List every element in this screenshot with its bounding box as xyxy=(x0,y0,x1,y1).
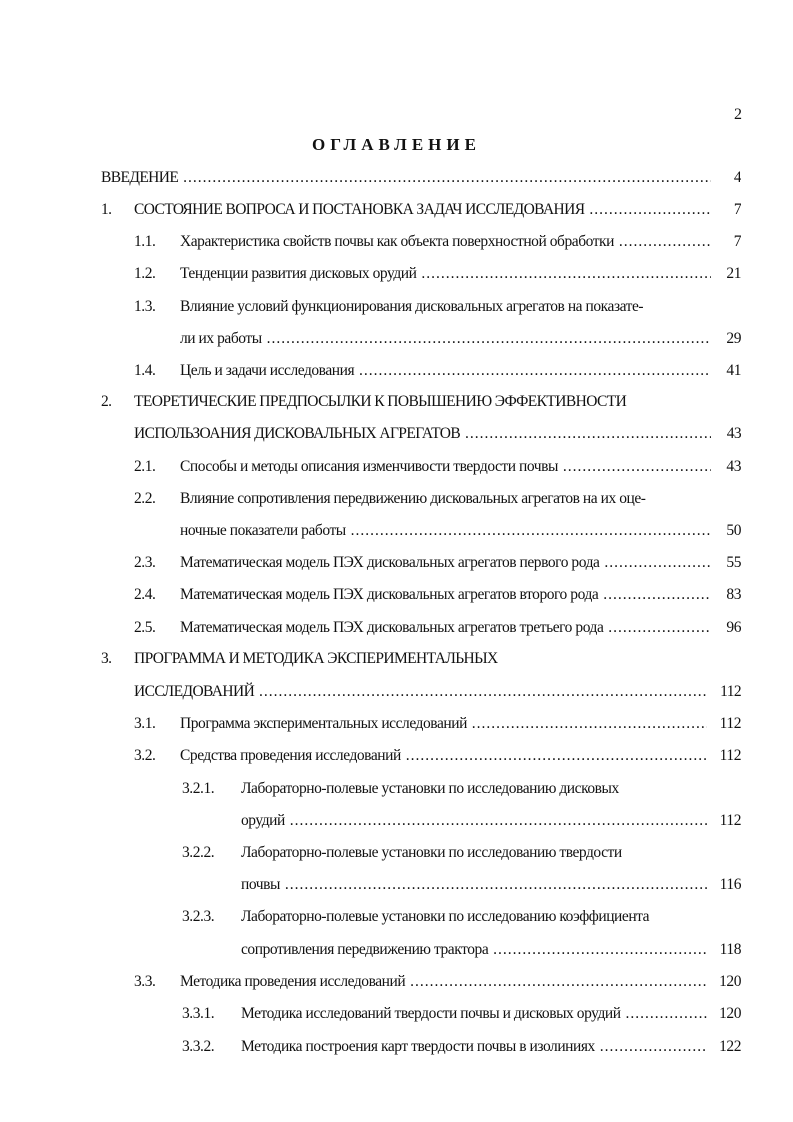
toc-entry-number: 1.2. xyxy=(134,265,156,282)
toc-entry-chapter-1[interactable] xyxy=(101,198,741,222)
page-title: ОГЛАВЛЕНИЕ xyxy=(312,135,481,154)
toc-entry-page: 43 xyxy=(726,425,741,442)
page-number: 2 xyxy=(734,106,742,123)
toc-entry-number: 3.3. xyxy=(134,973,156,990)
toc-entry-label: Математическая модель ПЭХ дисковальных агрегатов третьего рода ..... xyxy=(180,616,711,640)
toc-entry-number: 2.1. xyxy=(134,458,156,475)
toc-entry-2-5[interactable] xyxy=(134,616,741,640)
toc-entry-number: 3.1. xyxy=(134,715,156,732)
toc-entry-3-3[interactable] xyxy=(134,970,741,994)
toc-entry-label-line2: сопротивления передвижению трактора ..... xyxy=(241,938,707,962)
toc-entry-3-3-2[interactable] xyxy=(182,1035,741,1059)
toc-entry-number: 3.3.1. xyxy=(182,1005,215,1022)
toc-entry-page: 96 xyxy=(726,619,741,636)
toc-entry-2-3[interactable] xyxy=(134,551,741,575)
toc-entry-page: 112 xyxy=(719,812,741,829)
toc-entry-number: 2. xyxy=(101,393,112,410)
toc-entry-label-line2: ИССЛЕДОВАНИЙ ..... xyxy=(134,680,707,704)
toc-entry-label-line2: ИСПОЛЬЗОАНИЯ ДИСКОВАЛЬНЫХ АГРЕГАТОВ ..... xyxy=(134,422,711,446)
toc-entry-1-3-cont[interactable] xyxy=(180,327,741,351)
toc-entry-page: 7 xyxy=(733,233,741,250)
toc-entry-page: 7 xyxy=(733,201,741,218)
toc-entry-3-2-2[interactable] xyxy=(182,841,741,865)
toc-entry-label: Методика построения карт твердости почвы в изолиниях ..... xyxy=(241,1035,707,1059)
toc-entry-3-2[interactable] xyxy=(134,744,741,768)
toc-entry-label-line1: Лабораторно-полевые установки по исследованию твердости xyxy=(241,844,622,861)
toc-entry-number: 2.5. xyxy=(134,619,156,636)
toc-entry-page: 4 xyxy=(733,169,741,186)
toc-entry-label: Программа экспериментальных исследований ..... xyxy=(180,712,707,736)
toc-entry-1-3[interactable] xyxy=(134,295,741,319)
toc-entry-number: 2.3. xyxy=(134,554,156,571)
toc-entry-2-1[interactable] xyxy=(134,455,741,479)
toc-entry-chapter-3-cont[interactable] xyxy=(134,680,741,704)
toc-entry-page: 122 xyxy=(719,1038,741,1055)
toc-entry-chapter-2-cont[interactable] xyxy=(134,422,741,446)
toc-entry-number: 3.2. xyxy=(134,747,156,764)
toc-entry-number: 3.2.1. xyxy=(182,780,215,797)
toc-entry-label-line2: орудий ..... xyxy=(241,809,707,833)
toc-entry-label: ВВЕДЕНИЕ ..... xyxy=(101,166,711,190)
toc-entry-number: 1.3. xyxy=(134,298,156,315)
toc-entry-label-line2: почвы ..... xyxy=(241,873,707,897)
toc-entry-label: Цель и задачи исследования ..... xyxy=(180,359,711,383)
toc-entry-3-2-1-cont[interactable] xyxy=(241,809,741,833)
toc-entry-label-line1: ПРОГРАММА И МЕТОДИКА ЭКСПЕРИМЕНТАЛЬНЫХ xyxy=(134,650,498,667)
toc-entry-label: Математическая модель ПЭХ дисковальных агрегатов первого рода ..... xyxy=(180,551,711,575)
toc-entry-3-3-1[interactable] xyxy=(182,1002,741,1026)
toc-entry-label-line1: Лабораторно-полевые установки по исследованию коэффициента xyxy=(241,908,650,925)
toc-entry-label-line1: Лабораторно-полевые установки по исследованию дисковых xyxy=(241,780,619,797)
toc-entry-page: 112 xyxy=(720,683,741,700)
toc-entry-number: 3.2.3. xyxy=(182,908,215,925)
toc-entry-page: 55 xyxy=(726,554,741,571)
toc-entry-label-line1: ТЕОРЕТИЧЕСКИЕ ПРЕДПОСЫЛКИ К ПОВЫШЕНИЮ ЭФФЕКТИВНОСТИ xyxy=(134,393,627,410)
toc-entry-label: СОСТОЯНИЕ ВОПРОСА И ПОСТАНОВКА ЗАДАЧ ИССЛЕДОВАНИЯ ..... xyxy=(134,198,711,222)
toc-entry-2-2-cont[interactable] xyxy=(180,519,741,543)
toc-entry-1-1[interactable] xyxy=(134,230,741,254)
toc-entry-page: 112 xyxy=(719,715,741,732)
toc-entry-chapter-2[interactable] xyxy=(101,390,741,414)
toc-entry-2-2[interactable] xyxy=(134,487,741,511)
toc-entry-3-1[interactable] xyxy=(134,712,741,736)
toc-entry-label-line1: Влияние сопротивления передвижению дисковальных агрегатов на их оце- xyxy=(180,490,646,507)
toc-entry-page: 120 xyxy=(719,973,741,990)
toc-entry-page: 29 xyxy=(726,330,741,347)
toc-entry-intro[interactable] xyxy=(101,166,741,190)
toc-entry-page: 21 xyxy=(726,265,741,282)
toc-entry-page: 120 xyxy=(719,1005,741,1022)
toc-entry-label: Средства проведения исследований ..... xyxy=(180,744,707,768)
toc-entry-label: Способы и методы описания изменчивости твердости почвы ..... xyxy=(180,455,711,479)
toc-entry-3-2-3[interactable] xyxy=(182,905,741,929)
toc-entry-page: 41 xyxy=(726,362,741,379)
toc-entry-page: 83 xyxy=(726,586,741,603)
toc-entry-chapter-3[interactable] xyxy=(101,647,741,671)
toc-entry-label-line2: ли их работы ..... xyxy=(180,327,711,351)
toc-entry-label: Методика исследований твердости почвы и дисковых орудий ..... xyxy=(241,1002,707,1026)
toc-entry-label-line2: ночные показатели работы ..... xyxy=(180,519,711,543)
toc-entry-label-line1: Влияние условий функционирования дисковальных агрегатов на показате- xyxy=(180,298,644,315)
toc-entry-number: 3.3.2. xyxy=(182,1038,215,1055)
toc-entry-page: 43 xyxy=(726,458,741,475)
toc-entry-1-2[interactable] xyxy=(134,262,741,286)
toc-entry-page: 116 xyxy=(719,876,741,893)
toc-entry-3-2-1[interactable] xyxy=(182,777,741,801)
toc-entry-label: Характеристика свойств почвы как объекта поверхностной обработки ..... xyxy=(180,230,711,254)
toc-entry-number: 1. xyxy=(101,201,112,218)
toc-entry-label: Методика проведения исследований ..... xyxy=(180,970,707,994)
toc-entry-number: 3. xyxy=(101,650,112,667)
toc-entry-label: Математическая модель ПЭХ дисковальных агрегатов второго рода ..... xyxy=(180,583,711,607)
toc-entry-number: 1.4. xyxy=(134,362,156,379)
toc-entry-page: 50 xyxy=(726,522,741,539)
toc-entry-2-4[interactable] xyxy=(134,583,741,607)
toc-entry-number: 3.2.2. xyxy=(182,844,215,861)
toc-entry-1-4[interactable] xyxy=(134,359,741,383)
toc-entry-number: 2.2. xyxy=(134,490,156,507)
toc-entry-page: 112 xyxy=(719,747,741,764)
toc-entry-3-2-2-cont[interactable] xyxy=(241,873,741,897)
toc-entry-number: 1.1. xyxy=(134,233,156,250)
toc-entry-label: Тенденции развития дисковых орудий ..... xyxy=(180,262,711,286)
toc-entry-page: 118 xyxy=(719,941,741,958)
toc-entry-number: 2.4. xyxy=(134,586,156,603)
toc-entry-3-2-3-cont[interactable] xyxy=(241,938,741,962)
